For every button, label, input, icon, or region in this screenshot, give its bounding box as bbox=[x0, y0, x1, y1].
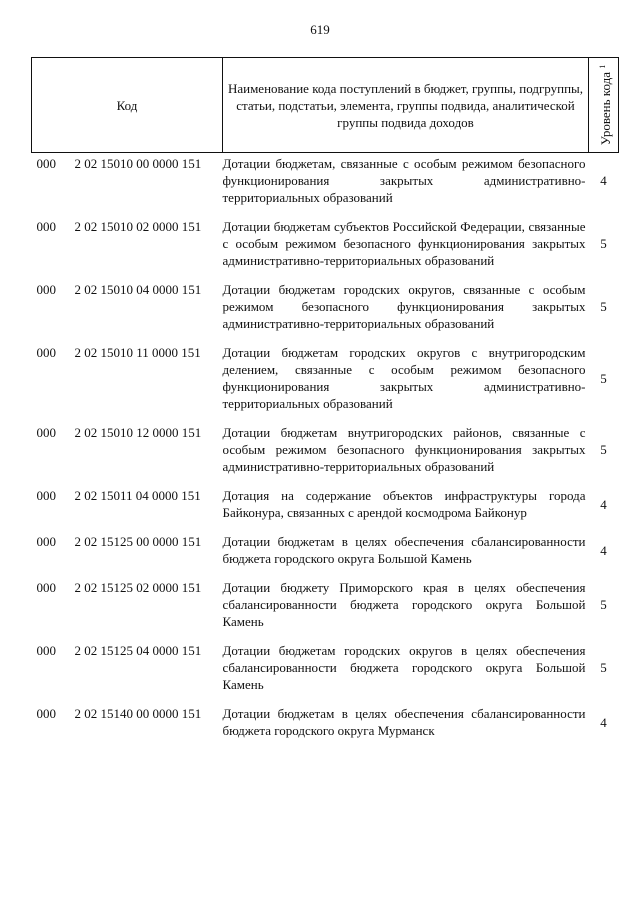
code-cell bbox=[32, 344, 223, 424]
code-level: 4 bbox=[600, 496, 607, 512]
admin-code: 000 bbox=[36, 534, 56, 549]
code-cell bbox=[32, 218, 223, 281]
code-cell bbox=[32, 533, 223, 579]
code-level: 5 bbox=[600, 660, 607, 675]
revenue-code: 2 02 15010 11 0000 151 bbox=[74, 345, 201, 360]
table-row bbox=[32, 533, 619, 579]
table-row bbox=[32, 281, 619, 344]
header-name: Наименование кода поступлений в бюджет, группы, подгруппы, статьи, подстатьи, элемента, группы подвида, аналитической группы подвида доходов bbox=[223, 58, 589, 153]
table-row bbox=[32, 642, 619, 705]
revenue-code: 2 02 15140 00 0000 151 bbox=[74, 706, 202, 721]
header-level-footnote: 1 bbox=[597, 64, 607, 69]
code-level: 5 bbox=[600, 299, 607, 314]
table-row bbox=[32, 153, 619, 219]
code-level: 4 bbox=[600, 714, 607, 730]
table-row bbox=[32, 424, 619, 487]
code-level: 5 bbox=[600, 236, 607, 251]
code-cell bbox=[32, 705, 223, 751]
code-level: 5 bbox=[600, 442, 607, 457]
code-cell bbox=[32, 487, 223, 533]
admin-code: 000 bbox=[36, 488, 56, 503]
admin-code: 000 bbox=[36, 580, 56, 595]
code-cell bbox=[32, 579, 223, 642]
header-code: Код bbox=[32, 58, 223, 153]
table-row bbox=[32, 579, 619, 642]
budget-codes-table bbox=[31, 57, 619, 751]
admin-code: 000 bbox=[36, 219, 56, 234]
code-cell bbox=[32, 424, 223, 487]
revenue-code: 2 02 15125 02 0000 151 bbox=[74, 580, 202, 595]
code-level: 5 bbox=[600, 370, 607, 386]
revenue-name: Дотация на содержание объектов инфраструктуры города Байконура, связанных с арендой космодрома Байконур bbox=[222, 488, 586, 520]
table-row bbox=[32, 218, 619, 281]
page-number: 619 bbox=[310, 22, 330, 37]
table-body bbox=[32, 153, 619, 752]
revenue-code: 2 02 15010 12 0000 151 bbox=[74, 425, 202, 440]
revenue-name: Дотации бюджету Приморского края в целях обеспечения сбалансированности бюджета городского округа Большой Камень bbox=[222, 580, 586, 629]
code-level: 5 bbox=[600, 597, 607, 612]
code-level: 4 bbox=[600, 173, 607, 188]
revenue-name: Дотации бюджетам, связанные с особым режимом безопасного функционирования закрытых административно-территориальных образований bbox=[222, 156, 586, 205]
revenue-name: Дотации бюджетам в целях обеспечения сбалансированности бюджета городского округа Большой Камень bbox=[222, 534, 586, 566]
code-level: 4 bbox=[600, 542, 607, 558]
code-cell bbox=[32, 642, 223, 705]
revenue-name: Дотации бюджетам внутригородских районов, связанные с особым режимом безопасного функционирования закрытых административно-территориальных образований bbox=[222, 425, 586, 474]
admin-code: 000 bbox=[36, 156, 56, 171]
revenue-name: Дотации бюджетам городских округов с внутригородским делением, связанные с особым режимом безопасного функционирования закрытых административно-территориальных образований bbox=[222, 345, 586, 411]
admin-code: 000 bbox=[36, 643, 56, 658]
table-row bbox=[32, 705, 619, 751]
revenue-name: Дотации бюджетам субъектов Российской Федерации, связанные с особым режимом безопасного функционирования закрытых административно-территориальных образований bbox=[222, 219, 586, 268]
revenue-name: Дотации бюджетам городских округов в целях обеспечения сбалансированности бюджета городского округа Большой Камень bbox=[222, 643, 586, 692]
revenue-name: Дотации бюджетам в целях обеспечения сбалансированности бюджета городского округа Мурманск bbox=[222, 706, 586, 738]
header-level bbox=[589, 58, 619, 153]
admin-code: 000 bbox=[36, 706, 56, 721]
table-row bbox=[32, 344, 619, 424]
header-level-text: Уровень кода bbox=[597, 72, 613, 146]
code-cell bbox=[32, 281, 223, 344]
admin-code: 000 bbox=[36, 425, 56, 440]
revenue-code: 2 02 15125 04 0000 151 bbox=[74, 643, 202, 658]
revenue-code: 2 02 15010 00 0000 151 bbox=[74, 156, 202, 171]
table-row bbox=[32, 487, 619, 533]
table-header bbox=[32, 58, 619, 153]
admin-code: 000 bbox=[36, 345, 56, 360]
revenue-code: 2 02 15011 04 0000 151 bbox=[74, 488, 201, 503]
code-cell bbox=[32, 153, 223, 219]
revenue-code: 2 02 15010 02 0000 151 bbox=[74, 219, 202, 234]
admin-code: 000 bbox=[36, 282, 56, 297]
revenue-code: 2 02 15125 00 0000 151 bbox=[74, 534, 202, 549]
revenue-name: Дотации бюджетам городских округов, связанные с особым режимом безопасного функционирования закрытых административно-территориальных образований bbox=[222, 282, 586, 331]
revenue-code: 2 02 15010 04 0000 151 bbox=[74, 282, 202, 297]
